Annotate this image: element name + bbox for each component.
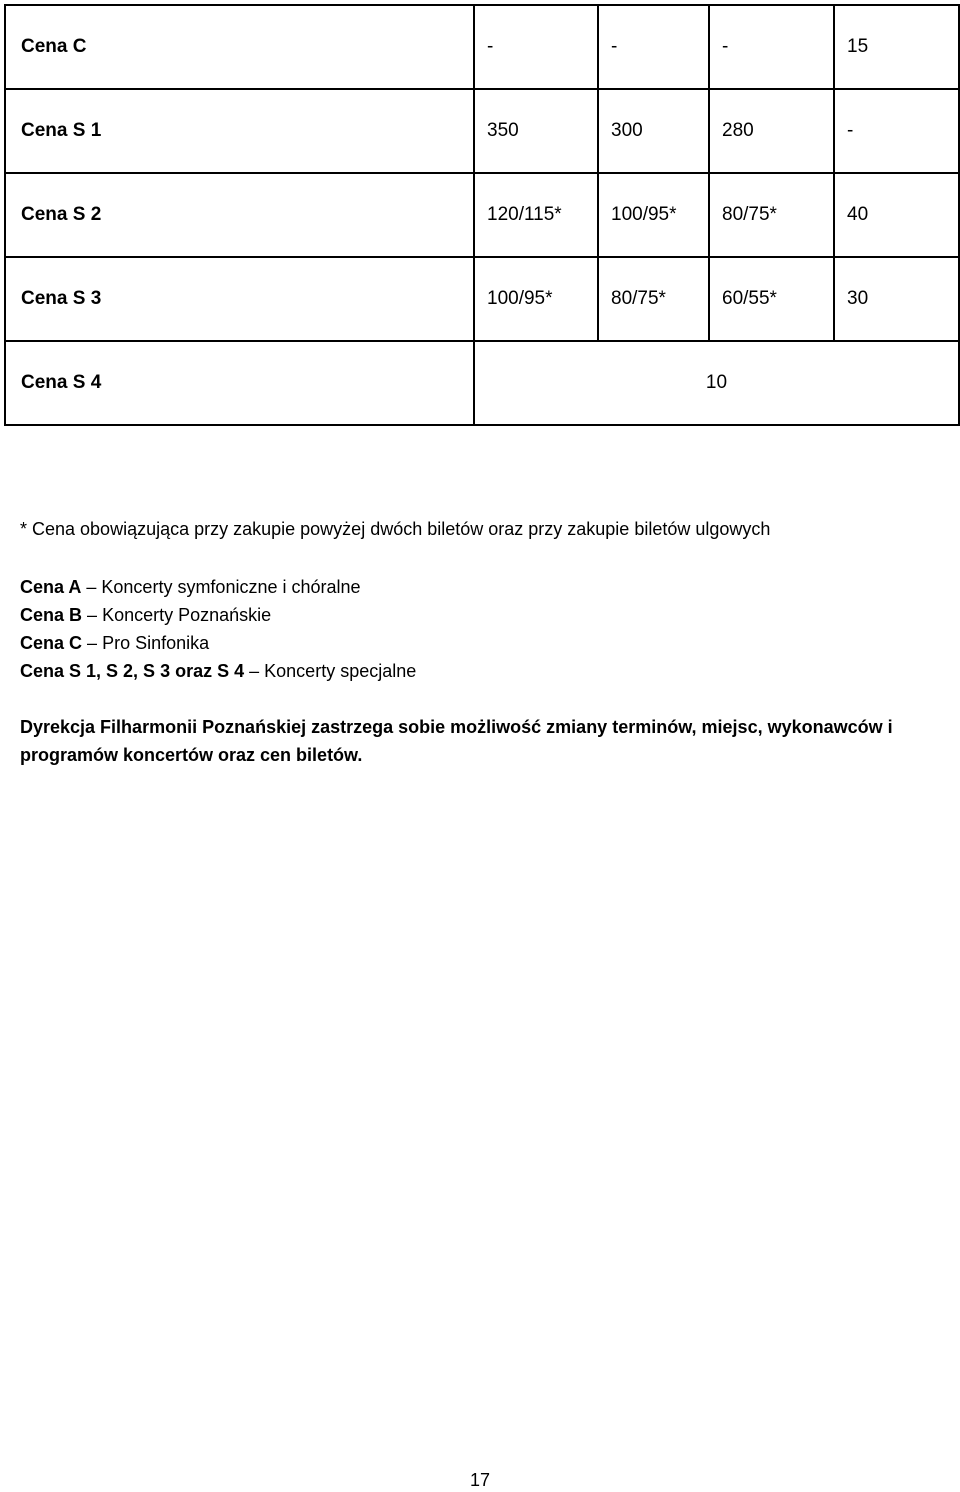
category-code: Cena S 1, S 2, S 3 oraz S 4	[20, 661, 245, 681]
table-row	[5, 257, 959, 341]
table-cell: 120/115*	[474, 173, 598, 257]
row-label: Cena S 2	[5, 173, 474, 257]
footnote: * Cena obowiązująca przy zakupie powyżej dwóch biletów oraz przy zakupie biletów ulgowych	[20, 519, 771, 539]
table-cell: 15	[834, 5, 959, 89]
category-code: Cena A	[20, 577, 82, 597]
table-row	[5, 89, 959, 173]
dash-separator: –	[86, 577, 97, 597]
table-cell: 30	[834, 257, 959, 341]
table-cell: -	[834, 89, 959, 173]
table-cell: 80/75*	[709, 173, 834, 257]
table-row	[5, 5, 959, 89]
category-description: Pro Sinfonika	[102, 633, 210, 653]
category-code: Cena C	[20, 633, 83, 653]
table-row	[5, 341, 959, 425]
category-line	[20, 573, 940, 601]
category-line	[20, 601, 940, 629]
price-table	[4, 4, 960, 426]
dash-separator: –	[87, 633, 98, 653]
category-code: Cena B	[20, 605, 83, 625]
merged-cell: 10	[474, 341, 959, 425]
dash-separator: –	[87, 605, 98, 625]
category-description: Koncerty symfoniczne i chóralne	[101, 577, 361, 597]
table-cell: -	[598, 5, 709, 89]
table-cell: -	[474, 5, 598, 89]
category-line	[20, 629, 940, 657]
table-cell: 80/75*	[598, 257, 709, 341]
dash-separator: –	[249, 661, 260, 681]
table-cell: 40	[834, 173, 959, 257]
price-category-legend	[20, 573, 940, 685]
table-cell: 280	[709, 89, 834, 173]
table-row	[5, 173, 959, 257]
row-label: Cena S 3	[5, 257, 474, 341]
row-label: Cena C	[5, 5, 474, 89]
category-line	[20, 657, 940, 685]
table-cell: 100/95*	[598, 173, 709, 257]
row-label: Cena S 4	[5, 341, 474, 425]
category-description: Koncerty specjalne	[264, 661, 417, 681]
table-cell: 350	[474, 89, 598, 173]
table-cell: -	[709, 5, 834, 89]
table-cell: 100/95*	[474, 257, 598, 341]
category-description: Koncerty Poznańskie	[102, 605, 272, 625]
page-number: 17	[469, 1470, 491, 1490]
table-cell: 300	[598, 89, 709, 173]
disclaimer: Dyrekcja Filharmonii Poznańskiej zastrzega sobie możliwość zmiany terminów, miejsc, wykonawców i programów koncertów oraz cen biletów.	[20, 717, 893, 765]
table-cell: 60/55*	[709, 257, 834, 341]
row-label: Cena S 1	[5, 89, 474, 173]
